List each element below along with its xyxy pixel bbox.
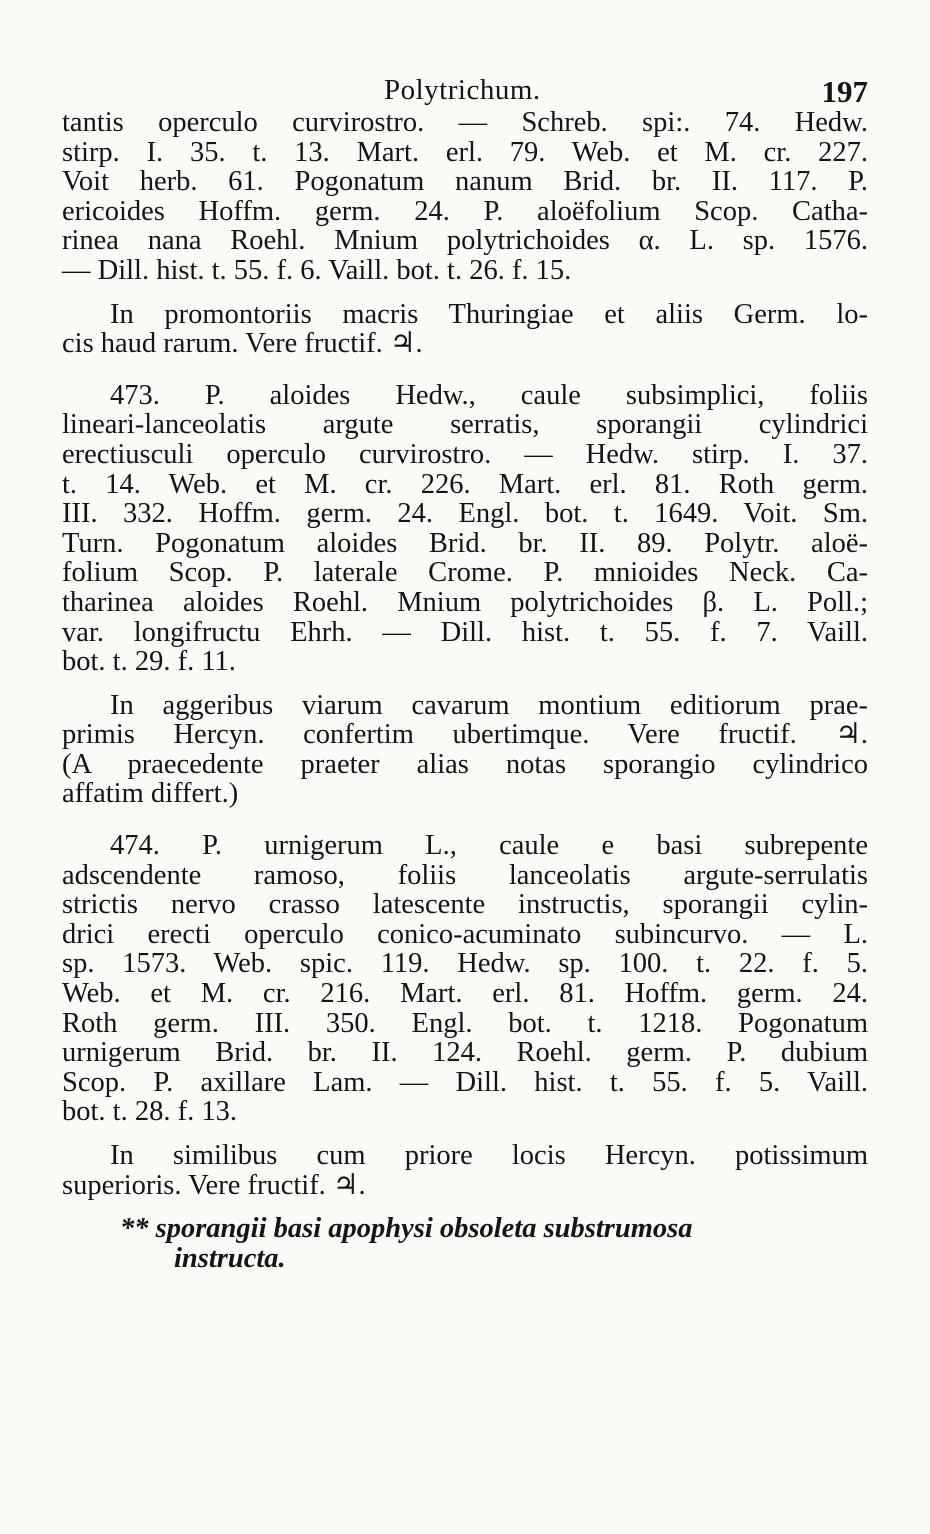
text-line: folium Scop. P. laterale Crome. P. mnioides Neck. Ca- bbox=[62, 557, 868, 589]
page-number: 197 bbox=[821, 74, 868, 109]
text-line: ** sporangii basi apophysi obsoleta substrumosa bbox=[120, 1213, 693, 1245]
text-line: — Dill. hist. t. 55. f. 6. Vaill. bot. t. 26. f. 15. bbox=[62, 254, 572, 286]
text-line: (A praecedente praeter alias notas sporangio cylindrico bbox=[62, 748, 868, 780]
text-line: Voit herb. 61. Pogonatum nanum Brid. br. II. 117. P. bbox=[62, 166, 868, 198]
running-header bbox=[62, 68, 868, 108]
text-line: strictis nervo crasso latescente instructis, sporangii cylin- bbox=[62, 889, 868, 921]
text-line: Turn. Pogonatum aloides Brid. br. II. 89. Polytr. aloë- bbox=[62, 527, 868, 559]
text-line: drici erecti operculo conico-acuminato subincurvo. — L. bbox=[62, 918, 868, 950]
text-line: Web. et M. cr. 216. Mart. erl. 81. Hoffm. germ. 24. bbox=[62, 978, 868, 1010]
text-line: affatim differt.) bbox=[62, 778, 239, 810]
paragraph-continued-synonymy bbox=[62, 108, 868, 286]
paragraph-habitat bbox=[62, 300, 868, 359]
text-line: III. 332. Hoffm. germ. 24. Engl. bot. t. 1649. Voit. Sm. bbox=[62, 498, 868, 530]
text-line: t. 14. Web. et M. cr. 226. Mart. erl. 81. Roth germ. bbox=[62, 468, 868, 500]
text-line: rinea nana Roehl. Mnium polytrichoides α. L. sp. 1576. bbox=[62, 225, 868, 257]
text-line: bot. t. 28. f. 13. bbox=[62, 1096, 237, 1128]
text-line: stirp. I. 35. t. 13. Mart. erl. 79. Web. et M. cr. 227. bbox=[62, 136, 868, 168]
text-line: In similibus cum priore locis Hercyn. potissimum bbox=[110, 1140, 868, 1171]
running-title: Polytrichum. bbox=[384, 74, 541, 106]
text-line: erectiusculi operculo curvirostro. — Hedw. stirp. I. 37. bbox=[62, 438, 868, 470]
species-473-habitat bbox=[62, 691, 868, 809]
species-heading-line: 473. P. aloides Hedw., caule subsimplici, foliis bbox=[110, 379, 868, 411]
text-line: In promontoriis macris Thuringiae et aliis Germ. lo- bbox=[110, 298, 868, 330]
text-line: primis Hercyn. confertim ubertimque. Vere fructif. ♃. bbox=[62, 719, 868, 751]
text-line: ericoides Hoffm. germ. 24. P. aloëfolium Scop. Catha- bbox=[62, 195, 868, 227]
text-line: superioris. Vere fructif. ♃. bbox=[62, 1169, 366, 1201]
subgroup-footnote bbox=[62, 1214, 868, 1274]
text-line: In aggeribus viarum cavarum montium editiorum prae- bbox=[110, 689, 868, 721]
text-line: tantis operculo curvirostro. — Schreb. spi:. 74. Hedw. bbox=[62, 107, 868, 138]
text-line: Scop. P. axillare Lam. — Dill. hist. t. 55. f. 5. Vaill. bbox=[62, 1066, 868, 1098]
document-page bbox=[62, 68, 868, 1274]
text-line: var. longifructu Ehrh. — Dill. hist. t. 55. f. 7. Vaill. bbox=[62, 616, 868, 648]
species-heading-line: 474. P. urnigerum L., caule e basi subrepente bbox=[110, 830, 868, 862]
text-line: urnigerum Brid. br. II. 124. Roehl. germ. P. dubium bbox=[62, 1037, 868, 1069]
text-line: adscendente ramoso, foliis lanceolatis argute-serrulatis bbox=[62, 859, 868, 891]
text-line: cis haud rarum. Vere fructif. ♃. bbox=[62, 328, 423, 360]
text-line: Roth germ. III. 350. Engl. bot. t. 1218. Pogonatum bbox=[62, 1007, 868, 1039]
text-line: lineari-lanceolatis argute serratis, sporangii cylindrici bbox=[62, 409, 868, 441]
species-474-description bbox=[62, 831, 868, 1127]
species-473-description bbox=[62, 381, 868, 677]
text-line: tharinea aloides Roehl. Mnium polytrichoides β. L. Poll.; bbox=[62, 586, 868, 618]
text-line: sp. 1573. Web. spic. 119. Hedw. sp. 100. t. 22. f. 5. bbox=[62, 948, 868, 980]
species-474-habitat bbox=[62, 1141, 868, 1200]
text-line: bot. t. 29. f. 11. bbox=[62, 646, 236, 678]
text-line: instructa. bbox=[174, 1243, 286, 1275]
